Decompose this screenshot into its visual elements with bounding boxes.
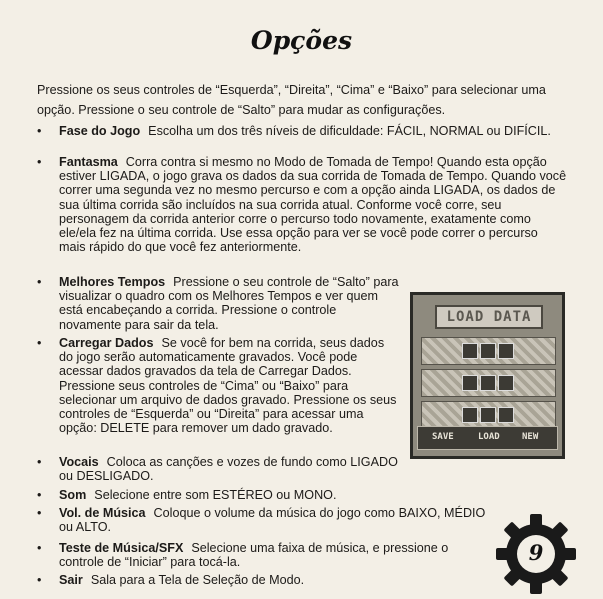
option-melhores-tempos bbox=[37, 275, 399, 332]
option-description: Pressione o seu controle de “Salto” para visualizar o quadro com os Melhores Tempos e ver quem está encabeçando a corrida. Pressione o controle novamente para sair da tela. bbox=[59, 275, 399, 332]
bullet: • bbox=[37, 488, 42, 502]
option-term: Carregar Dados bbox=[59, 336, 154, 350]
option-description: Se você for bem na corrida, seus dados do jogo serão automaticamente gravados. Você pode acessar dados gravados da tela de Carregar Dados. Pressione seus controles de “Cima” ou “Baixo” para selecionar um arquivo de dados gravado. Pressione os seus controles de “Esquerda” ou “Direita” para acessar uma opção: DELETE para remover um dado gravado. bbox=[59, 336, 397, 436]
option-description: Corra contra si mesmo no Modo de Tomada de Tempo! Quando esta opção estiver LIGADA, o jogo grava os dados da sua corrida de Tomada de Tempo. Quando você correr uma segunda vez no mesmo percurso e com a opção ainda LIGADA, os dados de sua última corrida são incluídos na sua corrida atual. Conforme você corre, seu personagem da corrida anterior corre o percurso todo novamente, exatamente como ele/ela fez na última corrida. Use essa opção para ver se você pode correr o percurso mais rápido do que você fez anteriormente. bbox=[59, 155, 567, 255]
option-som bbox=[37, 488, 477, 502]
new-label: NEW bbox=[522, 432, 539, 442]
bullet: • bbox=[37, 275, 42, 289]
option-description: Coloca as canções e vozes de fundo como LIGADO ou DESLIGADO. bbox=[59, 455, 398, 484]
bullet: • bbox=[37, 336, 42, 350]
load-data-screenshot bbox=[410, 292, 565, 459]
option-description: Sala para a Tela de Seleção de Modo. bbox=[90, 573, 305, 587]
bullet: • bbox=[37, 506, 42, 520]
load-data-logo: LOAD DATA bbox=[435, 305, 543, 329]
option-term: Fantasma bbox=[59, 155, 118, 169]
option-carregar-dados bbox=[37, 336, 401, 435]
option-fantasma bbox=[37, 155, 567, 254]
bullet: • bbox=[37, 573, 42, 587]
save-file-row bbox=[421, 337, 556, 365]
option-vol-de-musica bbox=[37, 506, 497, 534]
option-description: Coloque o volume da música do jogo como BAIXO, MÉDIO ou ALTO. bbox=[59, 506, 486, 535]
bullet: • bbox=[37, 124, 42, 138]
save-file-row bbox=[421, 401, 556, 429]
page-title: Opções bbox=[250, 26, 353, 55]
option-teste-de-musica bbox=[37, 541, 462, 569]
option-description: Selecione entre som ESTÉREO ou MONO. bbox=[94, 488, 337, 502]
option-term: Vol. de Música bbox=[59, 506, 146, 520]
bullet: • bbox=[37, 455, 42, 469]
option-description: Selecione uma faixa de música, e pressione o controle de “Iniciar” para tocá-la. bbox=[59, 541, 449, 570]
bullet: • bbox=[37, 541, 42, 555]
option-term: Vocais bbox=[59, 455, 99, 469]
bullet: • bbox=[37, 155, 42, 169]
load-label: LOAD bbox=[478, 432, 500, 442]
option-term: Som bbox=[59, 488, 87, 502]
option-description: Escolha um dos três níveis de dificuldade: FÁCIL, NORMAL ou DIFÍCIL. bbox=[148, 124, 551, 138]
option-fase-do-jogo bbox=[37, 124, 557, 138]
option-term: Fase do Jogo bbox=[59, 124, 141, 138]
option-vocais bbox=[37, 455, 407, 483]
screenshot-button-bar bbox=[417, 426, 558, 450]
option-term: Melhores Tempos bbox=[59, 275, 166, 289]
option-term: Teste de Música/SFX bbox=[59, 541, 184, 555]
page-number: 9 bbox=[528, 540, 544, 565]
save-label: SAVE bbox=[432, 432, 454, 442]
option-term: Sair bbox=[59, 573, 83, 587]
save-file-row bbox=[421, 369, 556, 397]
intro-paragraph: Pressione os seus controles de “Esquerda”, “Direita”, “Cima” e “Baixo” para selecionar uma opção. Pressione o seu controle de “Salto” para mudar as configurações. bbox=[37, 83, 546, 117]
option-sair bbox=[37, 573, 457, 587]
